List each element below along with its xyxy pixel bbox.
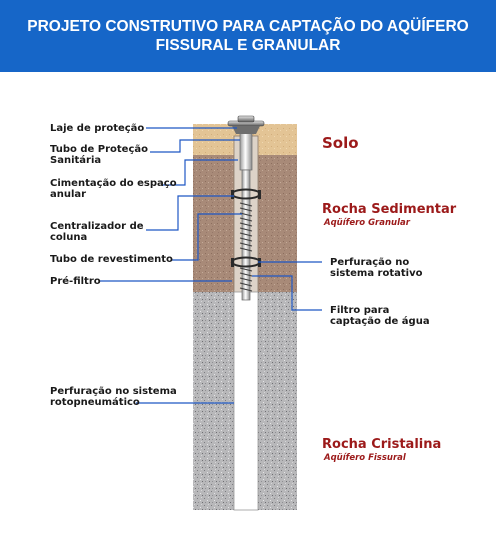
label-tubo-protecao [50, 144, 148, 166]
title-line-1: PROJETO CONSTRUTIVO PARA CAPTAÇÃO DO AQÜÍFERO [27, 18, 469, 35]
label-perfuracao-rotativo [330, 257, 422, 279]
label-perfuracao-rot-line2: sistema rotativo [330, 268, 423, 279]
label-filtro [330, 305, 430, 327]
zone-aquifero-fissural: Aqüífero Fissural [324, 453, 406, 463]
open-borehole [234, 292, 258, 510]
label-perfuracao-rot-line1: Perfuração no [330, 257, 410, 268]
label-perfuracao-rotopneumatico [50, 386, 177, 408]
zone-solo: Solo [322, 134, 359, 152]
label-centralizador [50, 221, 144, 243]
zone-aquifero-granular: Aqüífero Granular [324, 218, 410, 228]
label-tubo-protecao-line1: Tubo de Proteção [50, 144, 149, 155]
label-perfuracao-roto-line1: Perfuração no sistema [50, 386, 177, 397]
title-line-2: FISSURAL E GRANULAR [155, 37, 341, 54]
label-filtro-line1: Filtro para [330, 305, 390, 316]
label-pre-filtro: Pré-filtro [50, 276, 101, 287]
label-laje-protecao: Laje de proteção [50, 123, 145, 134]
zone-rocha-cristalina: Rocha Cristalina [322, 437, 442, 452]
label-filtro-line2: captação de água [330, 316, 430, 327]
label-centralizador-line2: coluna [50, 232, 88, 243]
label-centralizador-line1: Centralizador de [50, 221, 144, 232]
zone-rocha-sedimentar: Rocha Sedimentar [322, 202, 457, 217]
title-banner [0, 0, 496, 72]
label-perfuracao-roto-line2: rotopneumático [50, 397, 140, 408]
label-cimentacao-line1: Cimentação do espaço [50, 178, 177, 189]
label-tubo-revestimento: Tubo de revestimento [50, 254, 173, 265]
label-cimentacao [50, 178, 177, 200]
label-cimentacao-line2: anular [50, 189, 87, 200]
label-tubo-protecao-line2: Sanitária [50, 155, 102, 166]
